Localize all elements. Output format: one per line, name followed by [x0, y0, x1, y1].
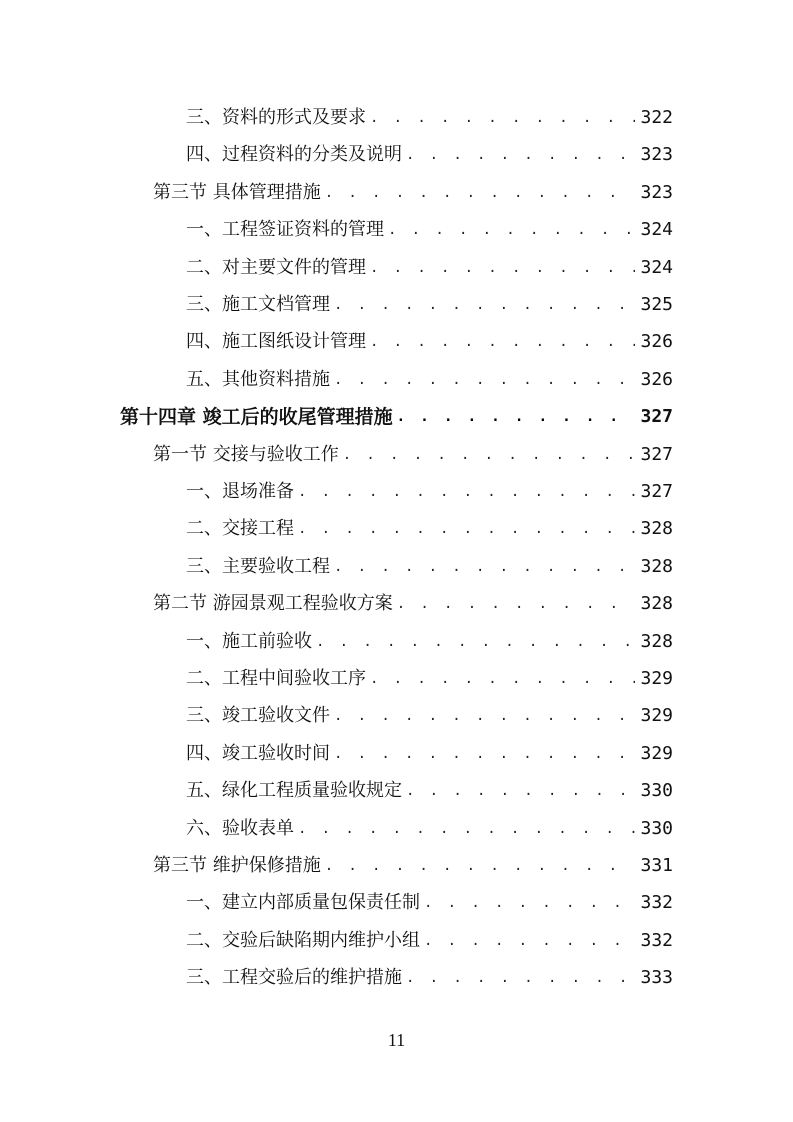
- toc-entry-item[interactable]: [186, 511, 673, 547]
- toc-leader-dots: [370, 100, 635, 136]
- toc-entry-item[interactable]: [186, 549, 673, 585]
- toc-leader-dots: [388, 212, 635, 248]
- toc-entry-label: 四、竣工验收时间: [186, 742, 330, 764]
- toc-entry-label: 二、交接工程: [186, 518, 294, 540]
- toc-leader-dots: [406, 137, 635, 173]
- toc-entry-label: 第三节 具体管理措施: [153, 181, 321, 203]
- toc-entry-item[interactable]: [186, 212, 673, 248]
- toc-entry-item[interactable]: [186, 885, 673, 921]
- toc-entry-label: 四、过程资料的分类及说明: [186, 144, 402, 166]
- toc-entry-section[interactable]: [153, 586, 673, 622]
- toc-leader-dots: [334, 549, 635, 585]
- toc-leader-dots: [370, 324, 635, 360]
- toc-entry-item[interactable]: [186, 287, 673, 323]
- toc-entry-label: 二、工程中间验收工序: [186, 668, 366, 689]
- toc-leader-dots: [298, 511, 635, 547]
- toc-leader-dots: [298, 811, 635, 847]
- toc-entry-page: 332: [640, 929, 673, 951]
- toc-leader-dots: [334, 698, 635, 734]
- toc-entry-item[interactable]: [186, 811, 673, 847]
- toc-leader-dots: [370, 661, 635, 697]
- toc-entry-label: 二、交验后缺陷期内维护小组: [186, 929, 420, 951]
- toc-entry-page: 326: [640, 331, 673, 353]
- toc-entry-label: 一、退场准备: [186, 481, 294, 502]
- toc-entry-page: 324: [640, 219, 673, 241]
- toc-entry-page: 333: [640, 967, 673, 989]
- toc-leader-dots: [370, 250, 635, 286]
- toc-entry-item[interactable]: [186, 923, 673, 959]
- toc-entry-label: 四、施工图纸设计管理: [186, 331, 366, 353]
- toc-entry-page: 331: [640, 855, 673, 876]
- toc-entry-chapter[interactable]: [120, 399, 673, 435]
- toc-entry-item[interactable]: [186, 698, 673, 734]
- toc-leader-dots: [325, 848, 635, 884]
- toc-entry-label: 三、竣工验收文件: [186, 705, 330, 727]
- toc-entry-page: 329: [640, 705, 673, 727]
- toc-entry-page: 330: [640, 817, 673, 839]
- toc-entry-page: 328: [640, 555, 673, 577]
- toc-entry-label: 五、绿化工程质量验收规定: [186, 780, 402, 802]
- toc-entry-item[interactable]: [186, 661, 673, 697]
- toc-entry-page: 327: [640, 481, 673, 502]
- toc-entry-section[interactable]: [153, 848, 673, 884]
- toc-entry-label: 一、工程签证资料的管理: [186, 219, 384, 241]
- toc-entry-item[interactable]: [186, 773, 673, 809]
- toc-entry-label: 五、其他资料措施: [186, 368, 330, 390]
- toc-leader-dots: [424, 885, 635, 921]
- toc-entry-page: 322: [640, 107, 673, 128]
- toc-entry-label: 第二节 游园景观工程验收方案: [153, 593, 393, 615]
- toc-entry-item[interactable]: [186, 100, 673, 136]
- toc-entry-page: 327: [640, 443, 673, 465]
- toc-leader-dots: [343, 437, 635, 473]
- toc-entry-label: 六、验收表单: [186, 817, 294, 839]
- toc-entry-label: 三、主要验收工程: [186, 555, 330, 577]
- toc-leader-dots: [406, 960, 635, 996]
- toc-entry-section[interactable]: [153, 175, 673, 211]
- toc-entry-label: 三、资料的形式及要求: [186, 107, 366, 128]
- toc-entry-page: 329: [640, 742, 673, 764]
- toc-entry-item[interactable]: [186, 250, 673, 286]
- toc-entry-label: 三、工程交验后的维护措施: [186, 967, 402, 989]
- toc-entry-item[interactable]: [186, 362, 673, 398]
- toc-entry-page: 332: [640, 892, 673, 914]
- toc-entry-item[interactable]: [186, 474, 673, 510]
- toc-entry-page: 327: [640, 406, 673, 428]
- toc-leader-dots: [397, 399, 635, 435]
- toc-entry-item[interactable]: [186, 624, 673, 660]
- toc-leader-dots: [316, 624, 635, 660]
- toc-entry-section[interactable]: [153, 437, 673, 473]
- toc-entry-page: 325: [640, 294, 673, 315]
- toc-leader-dots: [424, 923, 635, 959]
- toc-entry-page: 323: [640, 144, 673, 166]
- toc-entry-label: 一、建立内部质量包保责任制: [186, 892, 420, 914]
- toc-entry-label: 第十四章 竣工后的收尾管理措施: [120, 406, 393, 429]
- toc-leader-dots: [298, 474, 635, 510]
- toc-entry-page: 326: [640, 368, 673, 390]
- toc-leader-dots: [325, 175, 635, 211]
- toc-entry-label: 第一节 交接与验收工作: [153, 443, 339, 465]
- toc-leader-dots: [334, 287, 635, 323]
- toc-leader-dots: [397, 586, 635, 622]
- toc-entry-label: 二、对主要文件的管理: [186, 256, 366, 278]
- toc-entry-item[interactable]: [186, 960, 673, 996]
- toc-leader-dots: [334, 736, 635, 772]
- toc-entry-item[interactable]: [186, 736, 673, 772]
- toc-entry-label: 第三节 维护保修措施: [153, 855, 321, 876]
- toc-entry-page: 328: [640, 630, 673, 652]
- toc-entry-page: 330: [640, 780, 673, 802]
- toc-entry-page: 328: [640, 593, 673, 615]
- toc-entry-label: 三、施工文档管理: [186, 294, 330, 315]
- toc-entry-page: 328: [640, 518, 673, 540]
- toc-entry-label: 一、施工前验收: [186, 630, 312, 652]
- toc-entry-item[interactable]: [186, 137, 673, 173]
- toc-entry-item[interactable]: [186, 324, 673, 360]
- toc-entry-page: 329: [640, 668, 673, 689]
- toc-leader-dots: [406, 773, 635, 809]
- page-number: 11: [387, 1030, 406, 1050]
- toc-entry-page: 323: [640, 181, 673, 203]
- toc-entry-page: 324: [640, 256, 673, 278]
- toc-leader-dots: [334, 362, 635, 398]
